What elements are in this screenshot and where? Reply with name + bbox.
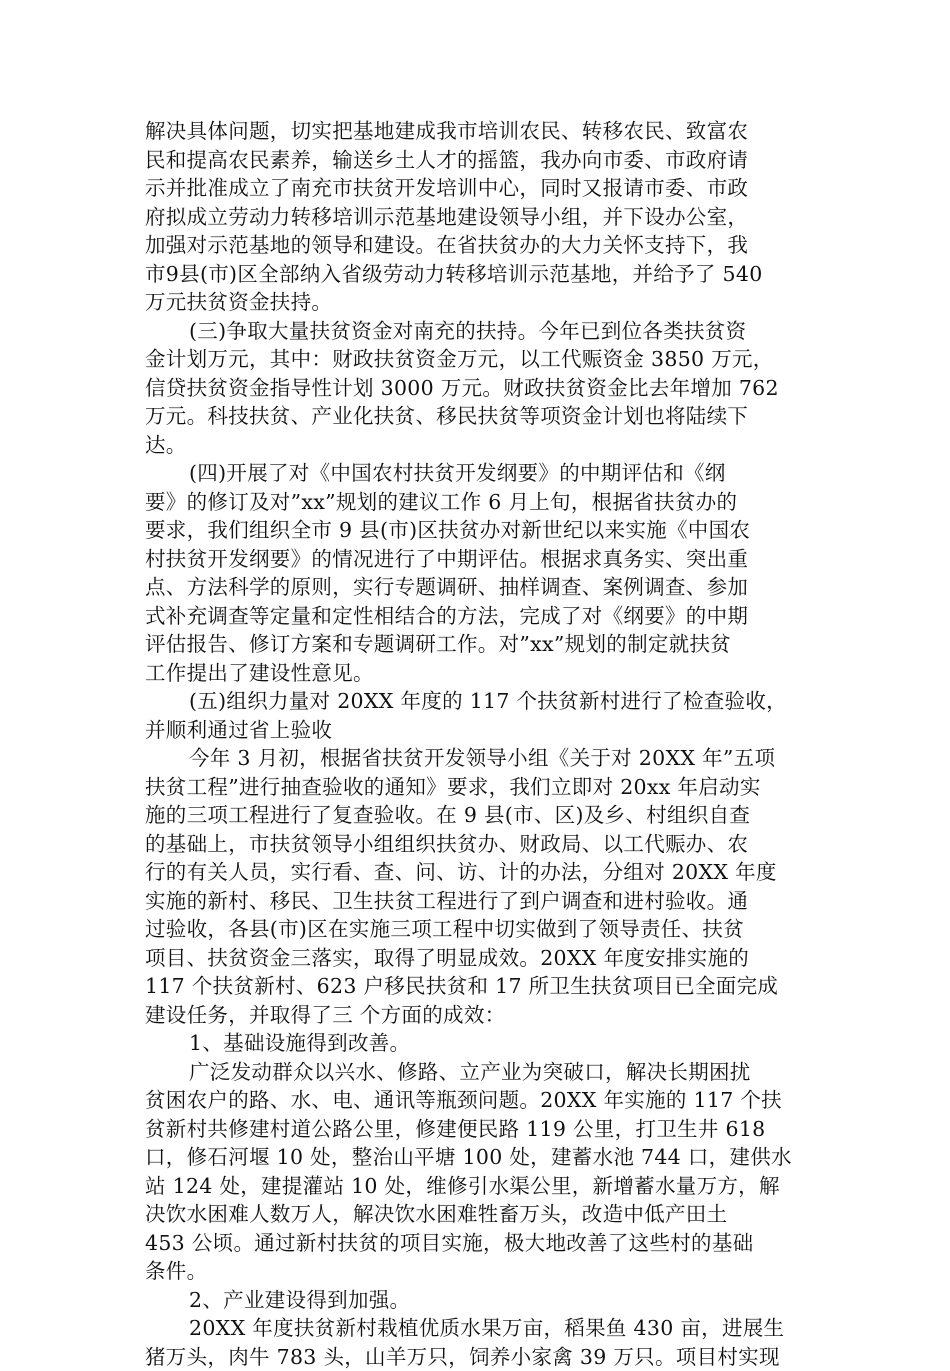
text-line: 要求，我们组织全市 9 县(市)区扶贫办对新世纪以来实施《中国农 <box>145 516 805 545</box>
text-line: 要》的修订及对”xx”规划的建议工作 6 月上旬，根据省扶贫办的 <box>145 488 805 517</box>
text-line: 实施的新村、移民、卫生扶贫工程进行了到户调查和进村验收。通 <box>145 887 805 916</box>
text-line: 口，修石河堰 10 处，整治山平塘 100 处，建蓄水池 744 口，建供水 <box>145 1143 805 1172</box>
text-line: 施的三项工程进行了复查验收。在 9 县(市、区)及乡、村组织自查 <box>145 801 805 830</box>
text-line: 民和提高农民素养，输送乡土人才的摇篮，我办向市委、市政府请 <box>145 146 805 175</box>
text-line: 453 公顷。通过新村扶贫的项目实施，极大地改善了这些村的基础 <box>145 1229 805 1258</box>
paragraph-first-line: (四)开展了对《中国农村扶贫开发纲要》的中期评估和《纲 <box>145 459 805 488</box>
text-line: 村扶贫开发纲要》的情况进行了中期评估。根据求真务实、突出重 <box>145 545 805 574</box>
paragraph-first-line: (三)争取大量扶贫资金对南充的扶持。今年已到位各类扶贫资 <box>145 317 805 346</box>
paragraph-first-line: (五)组织力量对 20XX 年度的 117 个扶贫新村进行了检查验收， <box>145 687 805 716</box>
text-line: 加强对示范基地的领导和建设。在省扶贫办的大力关怀支持下，我 <box>145 231 805 260</box>
paragraph-first-line: 广泛发动群众以兴水、修路、立产业为突破口，解决长期困扰 <box>145 1058 805 1087</box>
text-line: 条件。 <box>145 1257 805 1286</box>
text-line: 行的有关人员，实行看、查、问、访、计的办法，分组对 20XX 年度 <box>145 858 805 887</box>
paragraph-first-line: 2、产业建设得到加强。 <box>145 1286 805 1315</box>
text-line: 项目、扶贫资金三落实，取得了明显成效。20XX 年度安排实施的 <box>145 944 805 973</box>
text-line: 过验收，各县(市)区在实施三项工程中切实做到了领导责任、扶贫 <box>145 915 805 944</box>
text-line: 信贷扶贫资金指导性计划 3000 万元。财政扶贫资金比去年增加 762 <box>145 374 805 403</box>
text-line: 工作提出了建设性意见。 <box>145 659 805 688</box>
text-line: 万元。科技扶贫、产业化扶贫、移民扶贫等项资金计划也将陆续下 <box>145 402 805 431</box>
text-line: 猪万头，肉牛 783 头，山羊万只，饲养小家禽 39 万只。项目村实现 <box>145 1343 805 1371</box>
text-line: 决饮水困难人数万人，解决饮水困难牲畜万头，改造中低产田土 <box>145 1200 805 1229</box>
document-body <box>145 117 805 1371</box>
text-line: 评估报告、修订方案和专题调研工作。对”xx”规划的制定就扶贫 <box>145 630 805 659</box>
text-line: 117 个扶贫新村、623 户移民扶贫和 17 所卫生扶贫项目已全面完成 <box>145 972 805 1001</box>
text-line: 解决具体问题，切实把基地建成我市培训农民、转移农民、致富农 <box>145 117 805 146</box>
text-line: 府拟成立劳动力转移培训示范基地建设领导小组，并下设办公室， <box>145 203 805 232</box>
paragraph-first-line: 20XX 年度扶贫新村栽植优质水果万亩，稻果鱼 430 亩，进展生 <box>145 1314 805 1343</box>
text-line: 万元扶贫资金扶持。 <box>145 288 805 317</box>
text-line: 达。 <box>145 431 805 460</box>
text-line: 点、方法科学的原则，实行专题调研、抽样调查、案例调查、参加 <box>145 573 805 602</box>
text-line: 市9县(市)区全部纳入省级劳动力转移培训示范基地，并给予了 540 <box>145 260 805 289</box>
text-line: 的基础上，市扶贫领导小组组织扶贫办、财政局、以工代赈办、农 <box>145 830 805 859</box>
text-line: 并顺利通过省上验收 <box>145 716 805 745</box>
paragraph-first-line: 1、基础设施得到改善。 <box>145 1029 805 1058</box>
paragraph-first-line: 今年 3 月初，根据省扶贫开发领导小组《关于对 20XX 年”五项 <box>145 744 805 773</box>
text-line: 建设任务，并取得了三 个方面的成效： <box>145 1001 805 1030</box>
text-line: 扶贫工程”进行抽查验收的通知》要求，我们立即对 20xx 年启动实 <box>145 773 805 802</box>
text-line: 金计划万元，其中：财政扶贫资金万元，以工代赈资金 3850 万元， <box>145 345 805 374</box>
text-line: 站 124 处，建提灌站 10 处，维修引水渠公里，新增蓄水量万方，解 <box>145 1172 805 1201</box>
text-line: 式补充调查等定量和定性相结合的方法，完成了对《纲要》的中期 <box>145 602 805 631</box>
text-line: 示并批准成立了南充市扶贫开发培训中心，同时又报请市委、市政 <box>145 174 805 203</box>
text-line: 贫新村共修建村道公路公里，修建便民路 119 公里，打卫生井 618 <box>145 1115 805 1144</box>
text-line: 贫困农户的路、水、电、通讯等瓶颈问题。20XX 年实施的 117 个扶 <box>145 1086 805 1115</box>
